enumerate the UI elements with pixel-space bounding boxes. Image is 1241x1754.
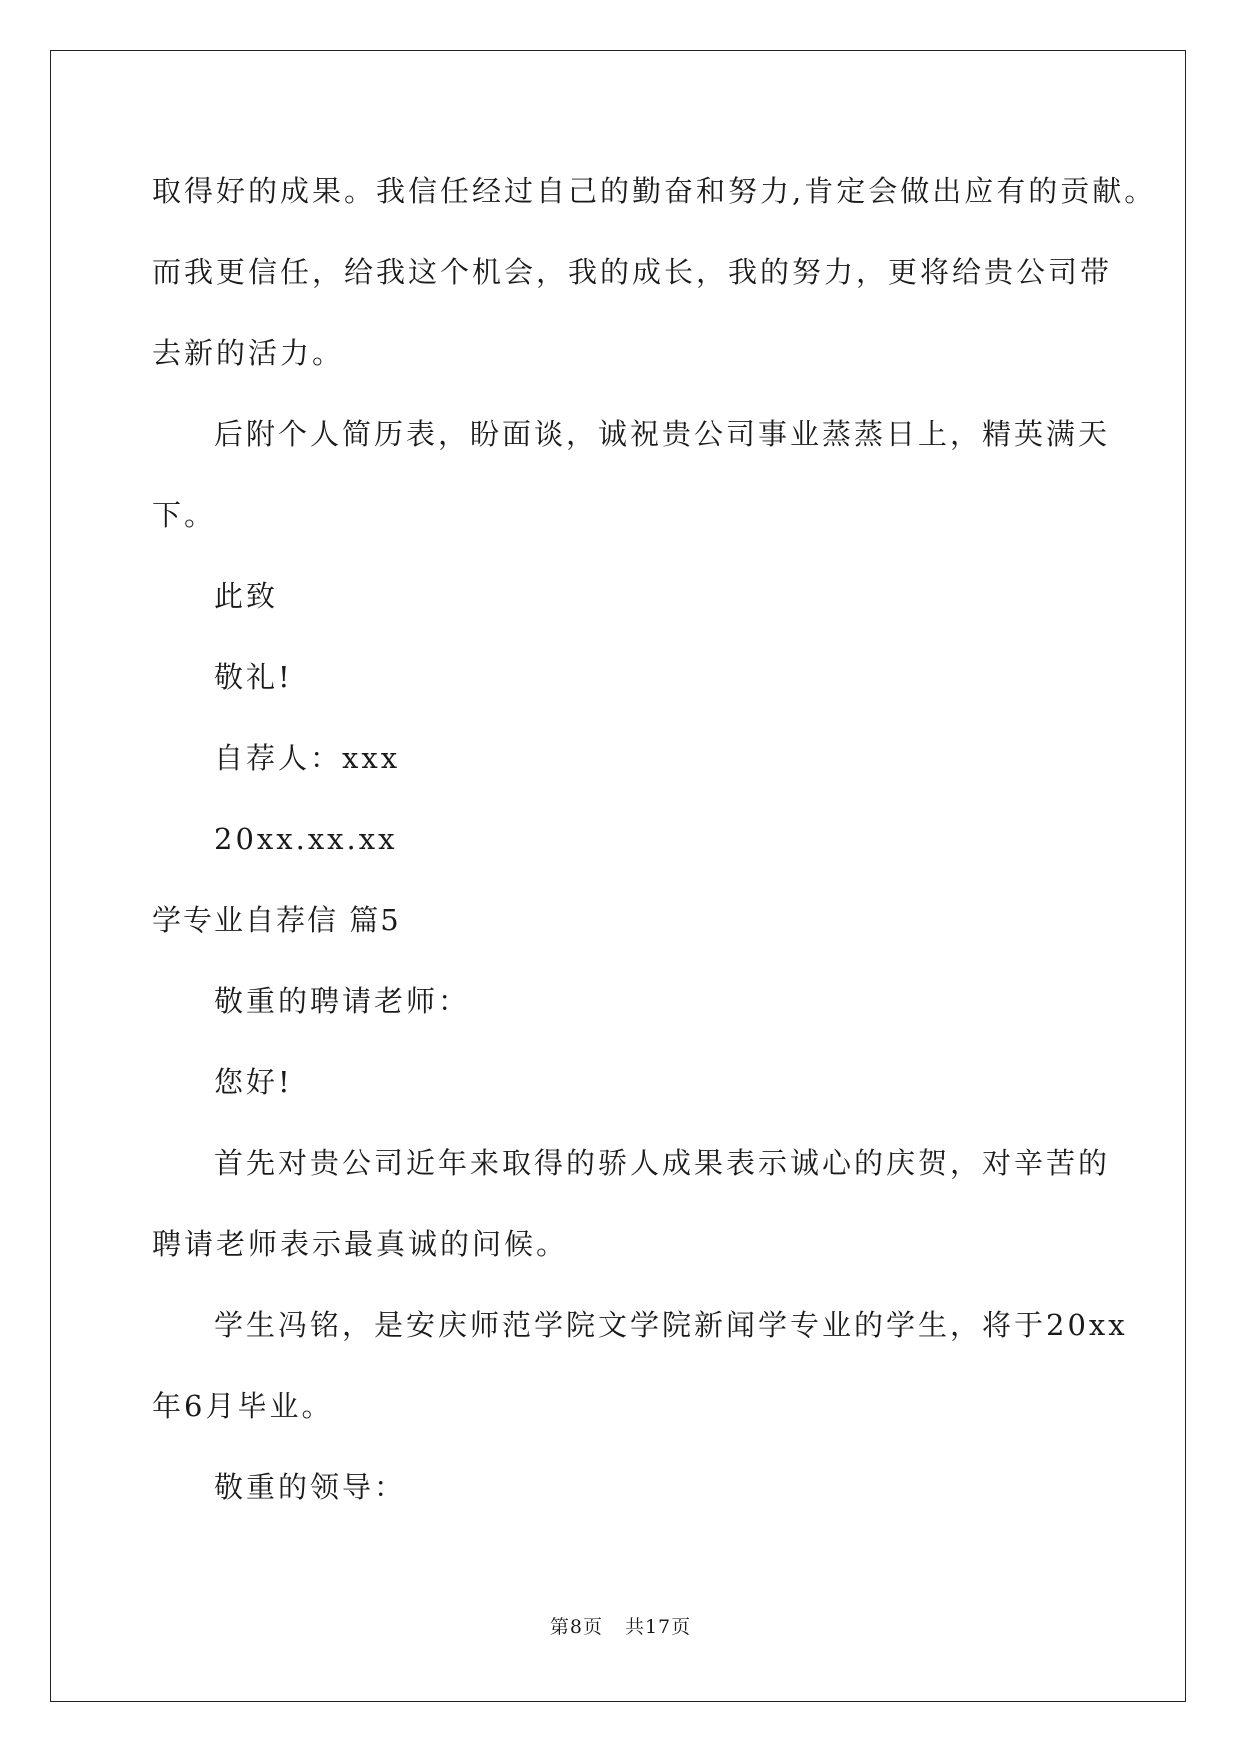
date-line: 20xx.xx.xx bbox=[214, 822, 398, 856]
paragraph-line: 取得好的成果。我信任经过自己的勤奋和努力,肯定会做出应有的贡献。 bbox=[152, 174, 1157, 208]
greeting-line: 敬重的聘请老师： bbox=[214, 984, 471, 1018]
paragraph-line: 去新的活力。 bbox=[152, 336, 345, 370]
closing-regards: 敬礼! bbox=[214, 660, 293, 694]
paragraph-line: 后附个人简历表，盼面谈，诚祝贵公司事业蒸蒸日上，精英满天 bbox=[214, 417, 1111, 451]
section-heading: 学专业自荐信 篇5 bbox=[152, 903, 401, 937]
closing-salutation: 此致 bbox=[214, 579, 279, 613]
greeting-line: 您好! bbox=[214, 1065, 293, 1099]
paragraph-line: 而我更信任，给我这个机会，我的成长，我的努力，更将给贵公司带 bbox=[152, 255, 1113, 289]
page-footer bbox=[0, 1616, 1241, 1638]
page-total: 共17页 bbox=[624, 1616, 692, 1638]
signature-line: 自荐人：xxx bbox=[214, 741, 401, 775]
paragraph-line: 下。 bbox=[152, 498, 217, 532]
page-border bbox=[50, 50, 1186, 1702]
paragraph-line: 学生冯铭，是安庆师范学院文学院新闻学专业的学生，将于20xx bbox=[214, 1308, 1128, 1342]
paragraph-line: 年6月毕业。 bbox=[152, 1389, 334, 1423]
paragraph-line: 首先对贵公司近年来取得的骄人成果表示诚心的庆贺，对辛苦的 bbox=[214, 1146, 1111, 1180]
page-number: 第8页 bbox=[549, 1616, 603, 1638]
paragraph-line: 聘请老师表示最真诚的问候。 bbox=[152, 1227, 569, 1261]
greeting-line: 敬重的领导： bbox=[214, 1470, 407, 1504]
